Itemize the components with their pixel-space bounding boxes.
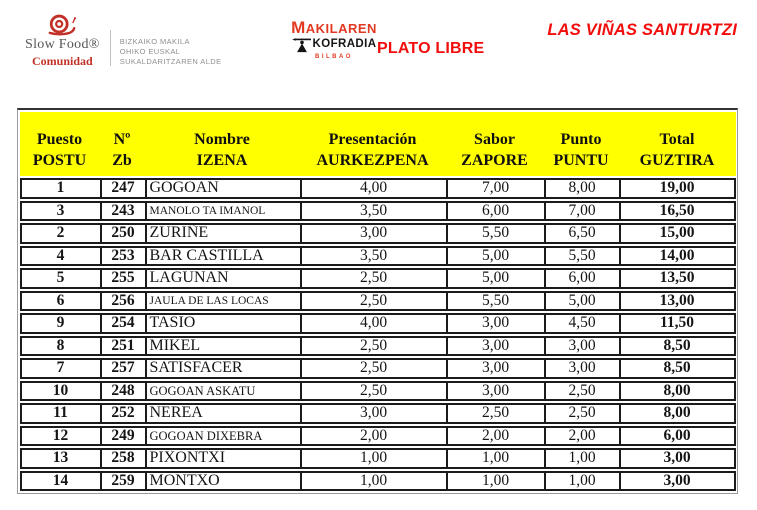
cell-numero: 251 xyxy=(100,336,145,357)
table-row xyxy=(20,426,736,447)
cell-presentacion: 2,50 xyxy=(300,336,446,357)
cell-punto: 5,50 xyxy=(544,246,619,267)
cell-sabor: 3,00 xyxy=(446,358,544,379)
cell-presentacion: 4,00 xyxy=(300,178,446,199)
slow-food-community-label: Comunidad xyxy=(32,54,93,68)
cell-puesto: 14 xyxy=(20,471,100,492)
cell-sabor: 3,00 xyxy=(446,381,544,402)
table-row xyxy=(20,201,736,222)
cell-puesto: 11 xyxy=(20,403,100,424)
cell-puesto: 6 xyxy=(20,291,100,312)
cell-total: 3,00 xyxy=(619,471,736,492)
table-row xyxy=(20,268,736,289)
table-row xyxy=(20,381,736,402)
cell-punto: 5,00 xyxy=(544,291,619,312)
cell-nombre: GOGOAN DIXEBRA xyxy=(145,426,300,447)
cell-numero: 255 xyxy=(100,268,145,289)
results-table-container xyxy=(17,108,738,494)
cell-sabor: 5,50 xyxy=(446,291,544,312)
cell-numero: 259 xyxy=(100,471,145,492)
table-row xyxy=(20,178,736,199)
snail-icon xyxy=(47,12,77,36)
cell-numero: 252 xyxy=(100,403,145,424)
table-row xyxy=(20,336,736,357)
table-row xyxy=(20,313,736,334)
cell-punto: 6,00 xyxy=(544,268,619,289)
cell-sabor: 3,00 xyxy=(446,313,544,334)
cell-total: 14,00 xyxy=(619,246,736,267)
tagline-line: OHIKO EUSKAL xyxy=(119,47,181,56)
cell-punto: 2,50 xyxy=(544,403,619,424)
makilaren-wordmark: MAKILAREN xyxy=(291,18,377,37)
cell-total: 8,00 xyxy=(619,403,736,424)
cell-presentacion: 3,50 xyxy=(300,246,446,267)
table-row xyxy=(20,358,736,379)
cell-punto: 3,00 xyxy=(544,336,619,357)
cell-presentacion: 2,00 xyxy=(300,426,446,447)
cell-presentacion: 3,00 xyxy=(300,403,446,424)
cell-total: 3,00 xyxy=(619,448,736,469)
cell-nombre: BAR CASTILLA xyxy=(145,246,300,267)
cell-sabor: 7,00 xyxy=(446,178,544,199)
cell-sabor: 5,50 xyxy=(446,223,544,244)
cell-numero: 254 xyxy=(100,313,145,334)
cell-puesto: 13 xyxy=(20,448,100,469)
cell-total: 8,50 xyxy=(619,358,736,379)
cell-nombre: LAGUNAN xyxy=(145,268,300,289)
cell-sabor: 1,00 xyxy=(446,471,544,492)
table-row xyxy=(20,223,736,244)
col-header-total: Total GUZTIRA xyxy=(619,112,736,176)
cell-total: 13,50 xyxy=(619,268,736,289)
cell-sabor: 6,00 xyxy=(446,201,544,222)
col-header-nombre: Nombre IZENA xyxy=(145,112,300,176)
logo-divider xyxy=(110,30,111,66)
col-header-punto: Punto PUNTU xyxy=(544,112,619,176)
cell-punto: 8,00 xyxy=(544,178,619,199)
cell-puesto: 8 xyxy=(20,336,100,357)
cell-presentacion: 2,50 xyxy=(300,268,446,289)
cell-presentacion: 3,50 xyxy=(300,201,446,222)
cell-presentacion: 2,50 xyxy=(300,358,446,379)
makila-figure-icon xyxy=(292,35,312,53)
cell-puesto: 12 xyxy=(20,426,100,447)
table-row xyxy=(20,403,736,424)
cell-numero: 247 xyxy=(100,178,145,199)
cell-nombre: MONTXO xyxy=(145,471,300,492)
cell-punto: 1,00 xyxy=(544,448,619,469)
bilbao-label: BILBAO xyxy=(315,54,353,60)
kofradia-wordmark: KOFRADIA xyxy=(312,38,377,50)
cell-punto: 7,00 xyxy=(544,201,619,222)
slow-food-tagline xyxy=(120,37,222,69)
cell-total: 15,00 xyxy=(619,223,736,244)
tagline-line: SUKALDARITZAREN ALDE xyxy=(119,57,222,66)
cell-nombre: GOGOAN ASKATU xyxy=(145,381,300,402)
cell-total: 16,50 xyxy=(619,201,736,222)
cell-punto: 2,00 xyxy=(544,426,619,447)
cell-sabor: 1,00 xyxy=(446,448,544,469)
cell-nombre: SATISFACER xyxy=(145,358,300,379)
cell-total: 11,50 xyxy=(619,313,736,334)
cell-total: 8,00 xyxy=(619,381,736,402)
results-table xyxy=(20,110,736,493)
col-header-puesto: Puesto POSTU xyxy=(20,112,100,176)
slow-food-logo-block xyxy=(25,12,222,69)
results-table-header xyxy=(20,112,736,176)
cell-nombre: NEREA xyxy=(145,403,300,424)
col-header-presentacion: Presentación AURKEZPENA xyxy=(300,112,446,176)
cell-nombre: GOGOAN xyxy=(145,178,300,199)
cell-total: 13,00 xyxy=(619,291,736,312)
cell-puesto: 10 xyxy=(20,381,100,402)
cell-numero: 249 xyxy=(100,426,145,447)
makilaren-logo-block xyxy=(288,18,380,60)
cell-puesto: 4 xyxy=(20,246,100,267)
cell-punto: 4,50 xyxy=(544,313,619,334)
cell-total: 19,00 xyxy=(619,178,736,199)
cell-puesto: 9 xyxy=(20,313,100,334)
cell-total: 6,00 xyxy=(619,426,736,447)
cell-presentacion: 1,00 xyxy=(300,471,446,492)
cell-total: 8,50 xyxy=(619,336,736,357)
cell-presentacion: 2,50 xyxy=(300,381,446,402)
cell-punto: 1,00 xyxy=(544,471,619,492)
cell-puesto: 2 xyxy=(20,223,100,244)
cell-nombre: JAULA DE LAS LOCAS xyxy=(145,291,300,312)
cell-punto: 3,00 xyxy=(544,358,619,379)
table-row xyxy=(20,471,736,492)
cell-puesto: 7 xyxy=(20,358,100,379)
col-header-sabor: Sabor ZAPORE xyxy=(446,112,544,176)
cell-punto: 2,50 xyxy=(544,381,619,402)
table-row xyxy=(20,448,736,469)
cell-sabor: 3,00 xyxy=(446,336,544,357)
cell-nombre: ZURIÑE xyxy=(145,223,300,244)
cell-puesto: 3 xyxy=(20,201,100,222)
cell-presentacion: 3,00 xyxy=(300,223,446,244)
cell-sabor: 2,00 xyxy=(446,426,544,447)
cell-numero: 256 xyxy=(100,291,145,312)
cell-presentacion: 1,00 xyxy=(300,448,446,469)
tagline-line: BIZKAIKO MAKILA xyxy=(119,37,190,46)
cell-numero: 243 xyxy=(100,201,145,222)
cell-sabor: 5,00 xyxy=(446,246,544,267)
slow-food-wordmark: Slow Food® xyxy=(25,37,100,52)
brand-header xyxy=(0,0,757,100)
cell-puesto: 5 xyxy=(20,268,100,289)
cell-nombre: TASIO xyxy=(145,313,300,334)
cell-puesto: 1 xyxy=(20,178,100,199)
cell-numero: 258 xyxy=(100,448,145,469)
cell-sabor: 5,00 xyxy=(446,268,544,289)
cell-numero: 257 xyxy=(100,358,145,379)
cell-punto: 6,50 xyxy=(544,223,619,244)
cell-numero: 253 xyxy=(100,246,145,267)
cell-presentacion: 4,00 xyxy=(300,313,446,334)
cell-numero: 248 xyxy=(100,381,145,402)
event-title: PLATO LIBRE xyxy=(377,40,485,57)
table-row xyxy=(20,246,736,267)
results-rows xyxy=(20,178,736,491)
cell-nombre: MIKEL xyxy=(145,336,300,357)
cell-nombre: MANOLO TA IMANOL xyxy=(145,201,300,222)
table-row xyxy=(20,291,736,312)
cell-presentacion: 2,50 xyxy=(300,291,446,312)
cell-numero: 250 xyxy=(100,223,145,244)
cell-nombre: PIXONTXI xyxy=(145,448,300,469)
venue-title: LAS VIÑAS SANTURTZI xyxy=(547,21,737,39)
cell-sabor: 2,50 xyxy=(446,403,544,424)
col-header-numero: Nº Zb xyxy=(100,112,145,176)
